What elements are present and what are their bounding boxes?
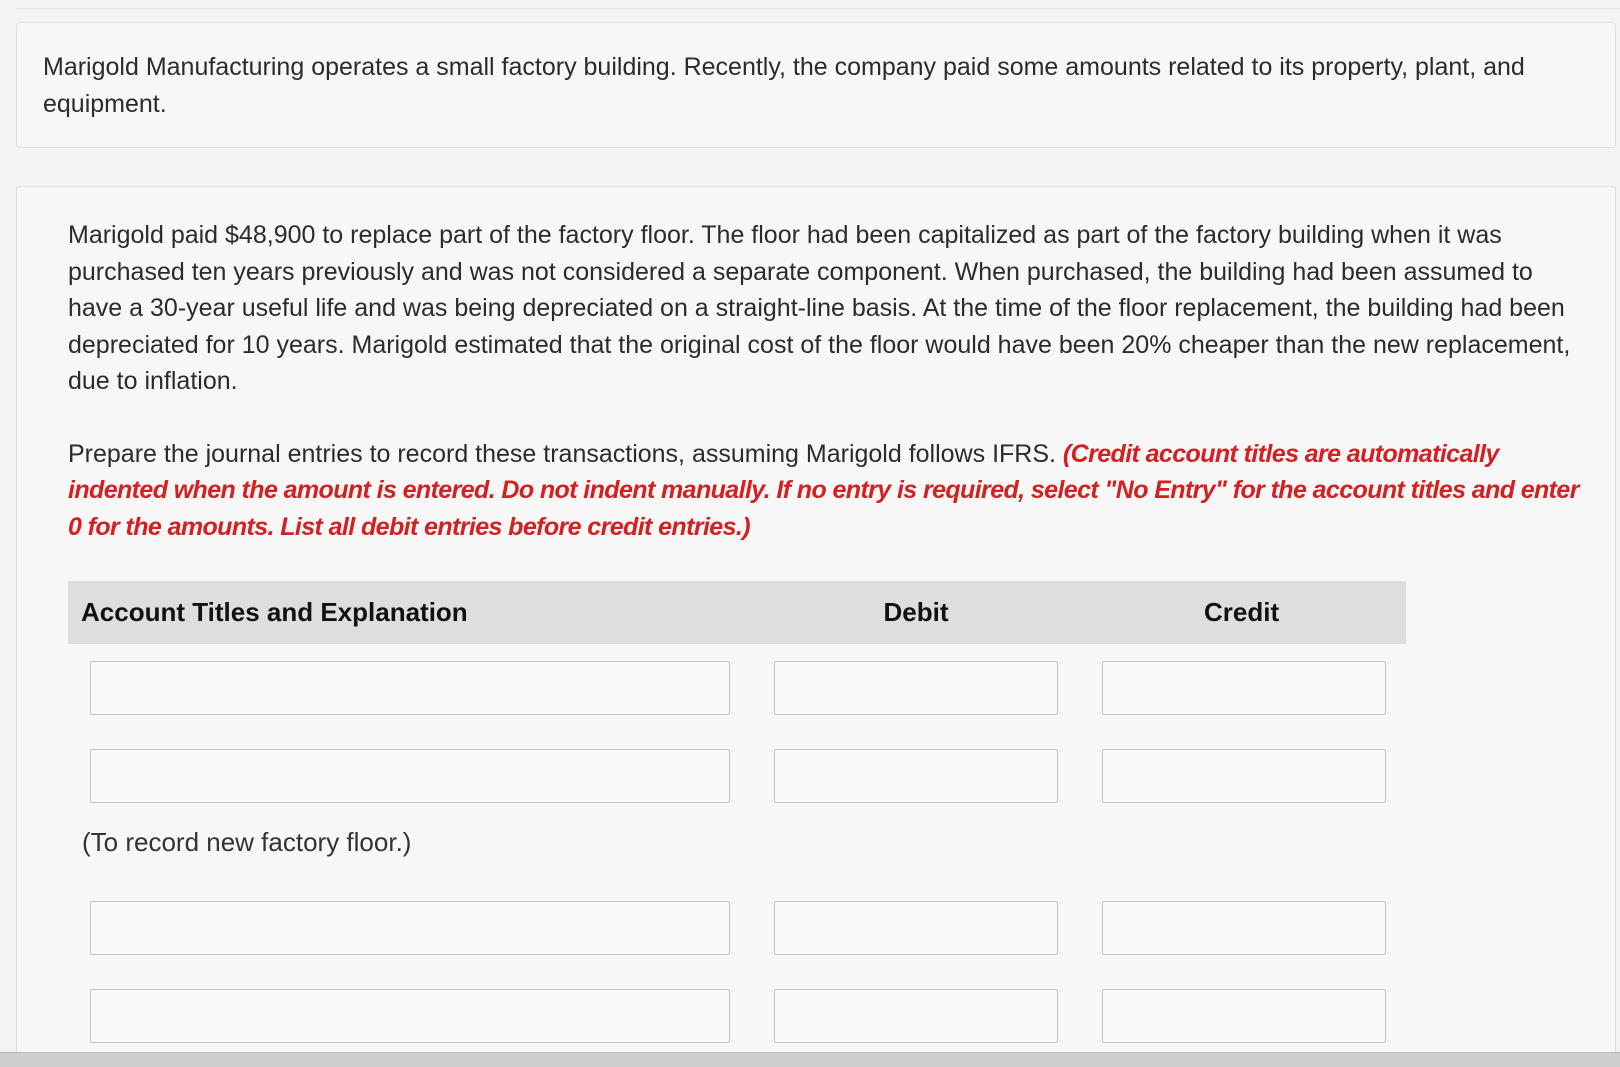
account-title-input[interactable] [90,661,730,715]
journal-entry-table [68,581,1406,1060]
intro-text: Marigold Manufacturing operates a small factory building. Recently, the company paid some amounts related to its property, plant, and equipment. [43,53,1525,118]
question-panel [16,186,1616,1066]
instruction-note: (Credit account titles are automatically indented when the amount is entered. Do not indent manually. If no entry is required, select "No Entry" for the account titles and enter 0 for the amounts. List all debit entries before credit entries.) [68,439,1579,541]
account-title-input[interactable] [90,989,730,1043]
debit-input[interactable] [774,901,1058,955]
account-title-input[interactable] [90,749,730,803]
instructions [68,436,1589,546]
debit-input[interactable] [774,989,1058,1043]
top-divider [16,8,1620,9]
account-title-input[interactable] [90,901,730,955]
credit-input[interactable] [1102,749,1386,803]
journal-row [68,972,1406,1060]
credit-input[interactable] [1102,901,1386,955]
instruction-text: Prepare the journal entries to record these transactions, assuming Marigold follows IFRS. [68,439,1056,468]
journal-row [68,884,1406,972]
credit-input[interactable] [1102,989,1386,1043]
debit-header-label: Debit [883,597,949,627]
journal-row [68,732,1406,820]
intro-panel [16,22,1616,148]
journal-header [68,581,1406,644]
account-titles-header: Account Titles and Explanation [81,597,468,627]
horizontal-scrollbar[interactable] [0,1052,1620,1067]
entry-explanation: (To record new factory floor.) [82,827,412,857]
credit-header: Credit [1204,597,1280,627]
problem-text: Marigold paid $48,900 to replace part of the factory floor. The floor had been capitalized as part of the factory building when it was purchased ten years previously and was not considered a separate component. When purchased, the building had been assumed to have a 30-year useful life and was being depreciated on a straight-line basis. At the time of the floor replacement, the building had been depreciated for 10 years. Marigold estimated that the original cost of the floor would have been 20% cheaper than the new replacement, due to inflation. [68,221,1571,395]
journal-row [68,644,1406,732]
debit-input[interactable] [774,749,1058,803]
credit-input[interactable] [1102,661,1386,715]
debit-input[interactable] [774,661,1058,715]
